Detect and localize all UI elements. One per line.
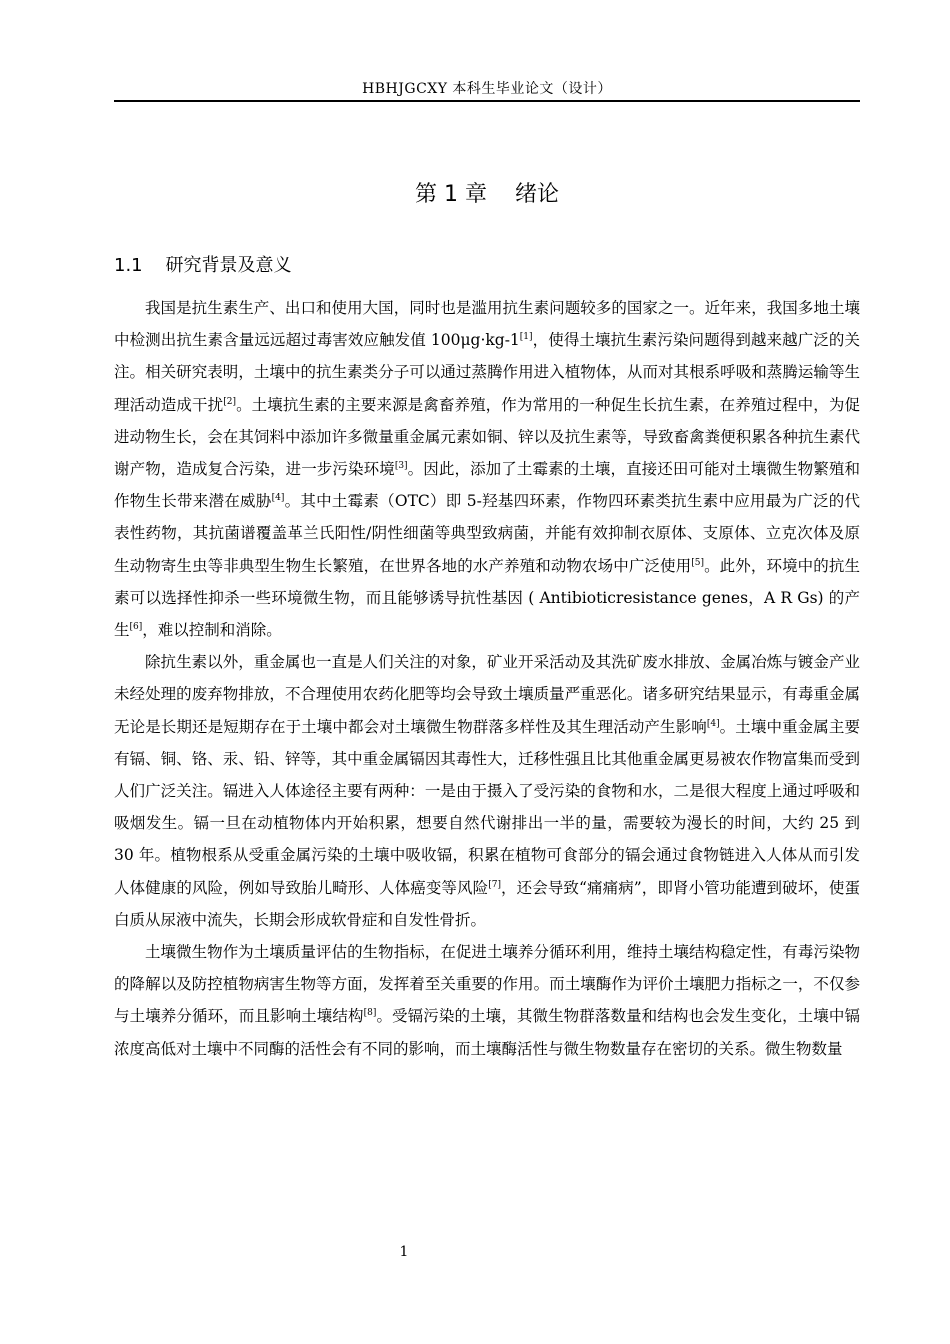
- paragraph: [114, 936, 860, 1065]
- page-number: 1: [399, 1244, 409, 1260]
- text-run: 。其中土霉素（OTC）即 5-羟基四环素，作物四环素类抗生素中应用最为广泛的代表性药物，其抗菌谱覆盖革兰氏阳性/阴性细菌等典型致病菌，并能有效抑制衣原体、支原体、立克次体及原生动物寄生虫等非典型生物生长繁殖，在世界各地的水产养殖和动物农场中广泛使用: [114, 492, 860, 575]
- paragraph: [114, 292, 860, 646]
- citation-ref: [4]: [706, 718, 720, 729]
- text-run: 除抗生素以外，重金属也一直是人们关注的对象，矿业开采活动及其洗矿废水排放、金属冶炼与镀金产业未经处理的废弃物排放，不合理使用农药化肥等均会导致土壤质量严重恶化。诸多研究结果显示，有毒重金属无论是长期还是短期存在于土壤中都会对土壤微生物群落多样性及其生理活动产生影响: [114, 653, 860, 736]
- paragraph: [114, 646, 860, 936]
- text-run: 。土壤中重金属主要有镉、铜、铬、汞、铅、锌等，其中重金属镉因其毒性大，迁移性强且比其他重金属更易被农作物富集而受到人们广泛关注。镉进入人体途径主要有两种：一是由于摄入了受污染的食物和水，二是很大程度上通过呼吸和吸烟发生。镉一旦在动植物体内开始积累，想要自然代谢排出一半的量，需要较为漫长的时间，大约 25 到 30 年。植物根系从受重金属污染的土壤中吸收镉，积累在植物可食部分的镉会通过食物链进入人体从而引发人体健康的风险，例如导致胎儿畸形、人体癌变等风险: [114, 717, 860, 897]
- citation-ref: [4]: [271, 493, 285, 504]
- text-run: 。土壤抗生素的主要来源是禽畜养殖，作为常用的一种促生长抗生素，在养殖过程中，为促进动物生长，会在其饲料中添加许多微量重金属元素如铜、锌以及抗生素等，导致畜禽粪便积累各种抗生素代谢产物，造成复合污染，进一步污染环境: [114, 395, 860, 479]
- header-rule: [114, 100, 860, 102]
- citation-ref: [1]: [519, 332, 533, 343]
- text-run: ，使得土壤抗生素污染问题得到越来越广泛的关注。相关研究表明，土壤中的抗生素类分子可以通过蒸腾作用进入植物体，从而对其根系呼吸和蒸腾运输等生理活动造成干扰: [114, 331, 860, 414]
- body-text: [114, 292, 860, 1065]
- text-run: 。受镉污染的土壤，其微生物群落数量和结构也会发生变化，土壤中镉浓度高低对土壤中不同酶的活性会有不同的影响，而土壤酶活性与微生物数量存在密切的关系。微生物数量: [114, 1007, 860, 1058]
- citation-ref: [5]: [691, 557, 704, 568]
- citation-ref: [7]: [488, 879, 501, 890]
- text-run: 。因此，添加了土霉素的土壤，直接还田可能对土壤微生物繁殖和作物生长带来潜在威胁: [114, 460, 860, 511]
- text-run: 土壤微生物作为土壤质量评估的生物指标，在促进土壤养分循环利用，维持土壤结构稳定性，有毒污染物的降解以及防控植物病害生物等方面，发挥着至关重要的作用。而土壤酶作为评价土壤肥力指标之一，不仅参与土壤养分循环，而且影响土壤结构: [114, 943, 860, 1026]
- text-run: ，还会导致“痛痛病”，即肾小管功能遭到破坏，使蛋白质从尿液中流失，长期会形成软骨症和自发性骨折。: [114, 878, 860, 929]
- section-title: 1.1 研究背景及意义: [114, 255, 292, 276]
- text-run: 我国是抗生素生产、出口和使用大国，同时也是滥用抗生素问题较多的国家之一。近年来，我国多地土壤中检测出抗生素含量远远超过毒害效应触发值 100μg·kg-1: [114, 299, 860, 350]
- citation-ref: [8]: [363, 1008, 377, 1019]
- running-header: HBHJGCXY 本科生毕业论文（设计）: [362, 81, 612, 97]
- citation-ref: [2]: [223, 396, 236, 407]
- citation-ref: [3]: [394, 461, 408, 472]
- citation-ref: [6]: [129, 622, 143, 633]
- text-run: 。此外，环境中的抗生素可以选择性抑杀一些环境微生物，而且能够诱导抗性基因 ( Antibioticresistance genes，A R Gs) 的产生: [114, 556, 860, 640]
- chapter-title: 第 1 章 绪论: [415, 182, 559, 207]
- text-run: ，难以控制和消除。: [142, 621, 282, 640]
